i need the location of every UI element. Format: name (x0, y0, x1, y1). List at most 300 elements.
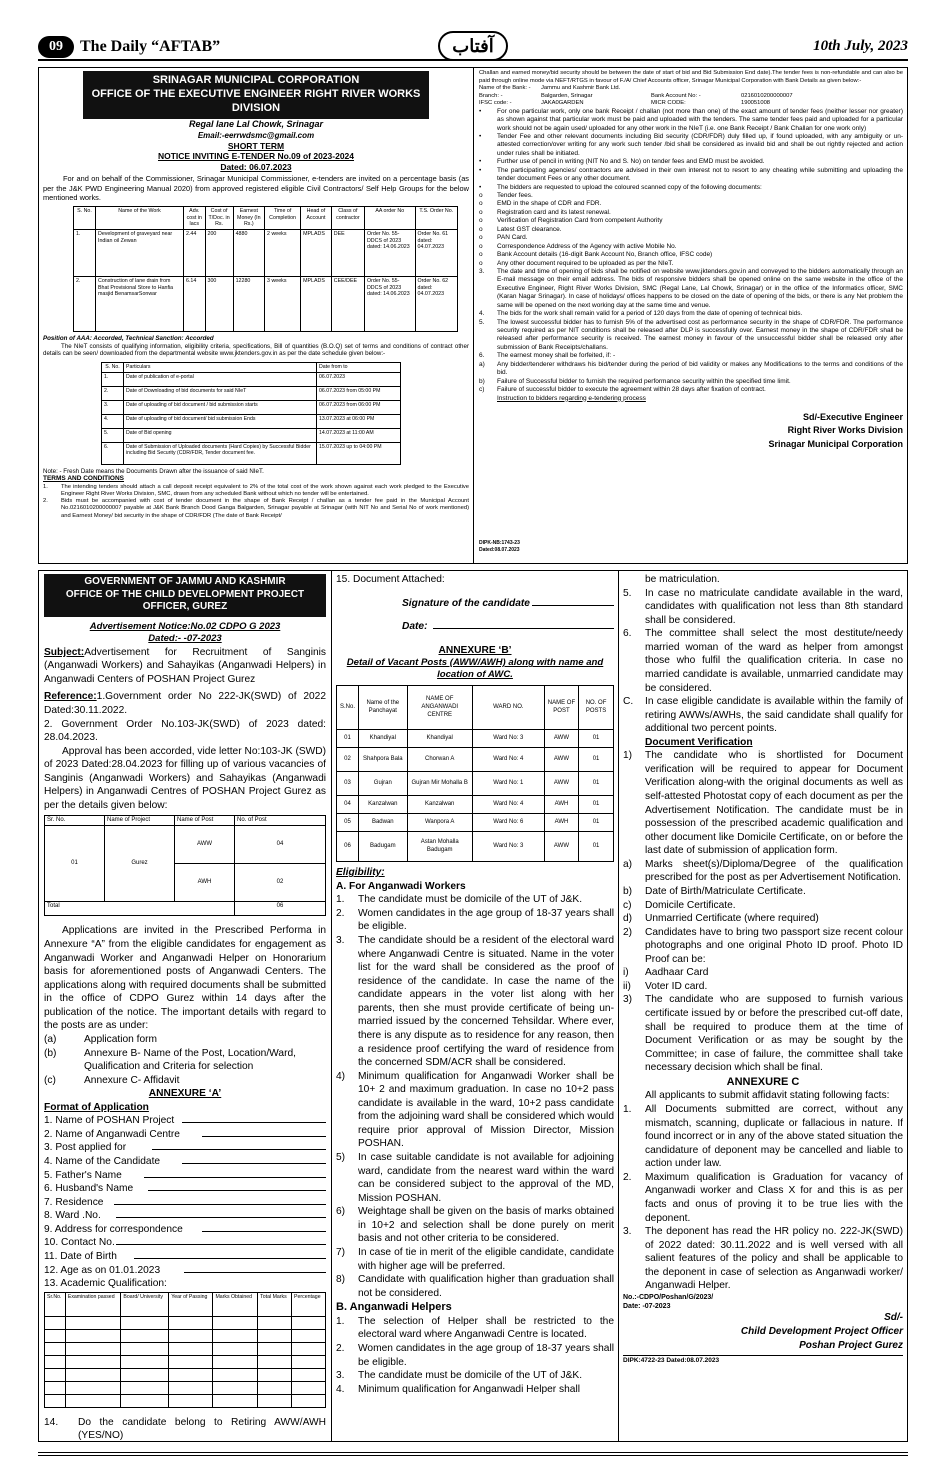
form-label: 4. Name of the Candidate (44, 1156, 161, 1168)
bullet-icon: • (479, 107, 482, 115)
paper-name: The Daily “AFTAB” (80, 38, 221, 55)
form-field (44, 1196, 326, 1210)
item-number: 2. (336, 907, 345, 919)
annexure-c-title: ANNEXURE C (726, 1075, 800, 1088)
table-row (45, 826, 326, 864)
section-b-items (336, 1315, 614, 1396)
table-row (45, 1394, 326, 1407)
section-a-items (336, 893, 614, 1300)
cell: 06.07.2023 (317, 372, 401, 386)
item-number: 1. (623, 1104, 632, 1115)
list-item (623, 993, 903, 1074)
works-header: T.S. Order No. (415, 207, 457, 230)
table-row (337, 772, 614, 796)
bullet-icon: • (479, 158, 482, 166)
list-item (336, 1273, 614, 1300)
item-text: Date of Birth/Matriculate Certificate. (645, 885, 806, 897)
item-text: Annexure C- Affidavit (84, 1074, 180, 1086)
item-number: (b) (44, 1047, 57, 1059)
list-item (336, 893, 614, 907)
cell: Ward No: 1 (472, 772, 544, 796)
smc-terms-heading: TERMS AND CONDITIONS (43, 475, 125, 483)
smc-signatory-org: Srinagar Municipal Corporation (768, 438, 903, 449)
item-text: The lowest successful bidder has to furnish 5% of the advertised cost as performance security in the shape of CDR/FDR. The performance security required as per NIT conditions shall be released after DLP is successfully over. Earnest money in the shape of CDR/FDR shall be released after performance security is received. The earnest money in favour of the unsuccessful bidder shall be released only after submission of Bank Receipts/challans. (497, 318, 903, 351)
cell: 01 (337, 730, 359, 748)
cdpo-reference (44, 690, 326, 717)
item-number: 5) (336, 1152, 346, 1164)
cell: 01 (579, 832, 614, 862)
list-item (336, 934, 614, 1070)
item-number: 1. (43, 483, 48, 490)
smc-short-term: SHORT TERM (227, 140, 285, 151)
form-line (202, 1223, 326, 1232)
smc-instruction-link[interactable]: Instruction to bidders regarding e-tendering process (497, 394, 646, 402)
list-item (336, 1383, 614, 1397)
smc-header (83, 71, 429, 119)
annexure-c-items (623, 1103, 903, 1293)
list-item (623, 899, 903, 913)
table-row (102, 414, 401, 428)
vacancy-table (336, 685, 614, 862)
document-verification-heading: Document Verification (645, 736, 753, 748)
item-text: Failure of successful bidder to execute the agreement within 28 days after fixation of contract. (497, 386, 766, 394)
page-number: 09 (38, 36, 74, 58)
table-row (45, 1342, 326, 1355)
cell: Date of Bid opening (124, 428, 317, 442)
form-label: 8. Ward .No. (44, 1210, 101, 1222)
list-item (479, 192, 903, 200)
cell: Shahpora Bala (359, 748, 408, 772)
cell: 03 (337, 772, 359, 796)
list-item (336, 1151, 614, 1205)
cell: MPLADS (301, 276, 332, 331)
smc-intro: For and on behalf of the Commissioner, Srinagar Municipal Commissioner, e-tenders are invited on a percentage basis (as per the J&K PWD Engineering Manual 2020) from approved registered eligible Civil Contractors/ Self Help Groups for the below mentioned works. (43, 174, 469, 202)
item-text: The candidate who is shortlisted for Document verification will be required to appear for Document Verification along-with the original documents as well as self-attested Photostat copy of each document as per the Advertisement Notification. The candidate must be in possession of the prescribed academic qualification and other document like Domicile Certificate, on or before the last date of submission of application form. (645, 750, 903, 857)
vac-header: S.No. (337, 686, 359, 730)
cell: Date of uploading of bid document/ bid submission Ends (124, 414, 317, 428)
item-text: Weightage shall be given on the basis of marks obtained in 10+2 and selection shall be done purely on merit basis and not other criteria to be considered. (358, 1206, 614, 1245)
cdpo-reference-2: 2. Government Order No.103-JK(SWD) of 2023 dated: 28.04.2023. (44, 718, 326, 744)
cell: 02 (337, 748, 359, 772)
table-row (45, 902, 326, 916)
cell: AWW (544, 748, 578, 772)
cdpo-no-line: No.:-CDPO/Poshan/G/2023/ (623, 1293, 714, 1301)
smc-dated: Dated: 06.07.2023 (220, 161, 292, 172)
form-line (184, 1264, 326, 1273)
qual-header: Examination passed (65, 1292, 121, 1316)
ifsc-label: IFSC code: - (479, 100, 512, 107)
bullet-icon: • (479, 132, 482, 140)
cdpo-adv-notice: Advertisement Notice:No.02 CDPO G 2023 (89, 620, 281, 632)
cell: 4880 (233, 229, 264, 276)
cdpo-header (44, 574, 326, 617)
ifsc-row (479, 100, 903, 108)
cell: 1. (102, 372, 124, 386)
item-text: For one particular work, only one bank Receipt / challan (not more than one) of the exact amount of tender fees (neither lesser nor greater) as shown against that particular work must be paid and uploaded with the tenders. The same tender fees paid and uploaded for a particular work should not be again used/ uploaded for any other work in the NIeT (i.e. one Bank Receipt / Bank Challan for one work only) (497, 107, 903, 132)
item-text: The selection of Helper shall be restricted to the electoral ward where Anganwadi Centre is located. (358, 1315, 614, 1341)
form-field (44, 1264, 326, 1278)
list-item (479, 319, 903, 353)
item-text: PAN Card. (497, 234, 528, 242)
item-number: 3. (336, 1370, 345, 1382)
item-text: The committee shall select the most destitute/needy married woman of the ward as helper from amongst those who fulfil the qualification criteria. In case no married candidate is available, unmarried candidate may be considered. (645, 628, 903, 694)
form-label: 7. Residence (44, 1196, 104, 1208)
form-label: 9. Address for correspondence (44, 1223, 183, 1235)
table-row (102, 386, 401, 400)
table-row (45, 1355, 326, 1368)
cell: AWH (544, 814, 578, 832)
item-text: Women candidates in the age group of 18-37 years shall be eligible. (358, 907, 614, 933)
list-item (623, 1171, 903, 1225)
item-number: 14. (44, 1416, 59, 1428)
table-row (102, 400, 401, 414)
subject-text: Advertisement for Recruitment of Sanginis (Anganwadi Workers) and Sahayikas (Anganwadi Helpers) in Anganwadi Centers of POSHAN Project Gurez (44, 646, 326, 685)
document-attached: 15. Document Attached: (336, 574, 445, 585)
cell: Chorwan A (407, 748, 472, 772)
works-header: Earnest Money (In Rs.) (233, 207, 264, 230)
item-number: 4. (336, 1383, 345, 1395)
list-item (479, 184, 903, 192)
date-line (433, 620, 614, 629)
cell: AWW (544, 772, 578, 796)
list-item (479, 268, 903, 310)
cdpo-signatory: Child Development Project Officer (740, 1326, 903, 1338)
list-item (623, 966, 903, 980)
smc-docs (479, 192, 903, 268)
cell: 12280 (233, 276, 264, 331)
form-label: 6. Husband's Name (44, 1183, 134, 1195)
smc-signature-block (479, 411, 903, 452)
item-number: C. (623, 696, 634, 708)
item-number: d) (623, 913, 633, 925)
list-item (623, 912, 903, 926)
list-item (479, 234, 903, 242)
cdpo-project: Poshan Project Gurez (799, 1340, 903, 1352)
item-number: 3) (623, 994, 633, 1006)
column-divider (473, 68, 474, 563)
cell: 2. (74, 276, 96, 331)
cdpo-recruitment-notice (38, 570, 908, 1442)
item-text: Further use of pencil in writing (NIT No and S. No) on tender fees and EMD must be avoided. (497, 158, 765, 166)
item-text: The intending tenders should attach a call deposit receipt equivalent to 2% of the total cost of the work shown against each work pledged to the Executive Engineer Right River Works Division, SMC, drawn from any scheduled Bank without which no tender will be entertained. (61, 483, 469, 497)
works-header: Head of Account (301, 207, 332, 230)
vac-header: NO. OF POSTS (579, 686, 614, 730)
vacancy-header-row (337, 686, 614, 730)
cell: Kanzalwan (359, 796, 408, 814)
cdpo-dated: Dated:- -07-2023 (148, 633, 222, 645)
list-item (479, 352, 903, 360)
form-line (114, 1196, 326, 1205)
cell: Ward No: 3 (472, 730, 544, 748)
item-text: All Documents submitted are correct, without any mismatch, scanning, duplicate or fallacious in nature. If found incorrect or in any of the above stated situation the candidature of deponent may be cancelled and liable to action under law. (645, 1104, 903, 1170)
list-item (43, 484, 469, 498)
cell: Badwan (359, 814, 408, 832)
form-label: 12. Age as on 01.01.2023 (44, 1264, 161, 1276)
smc-bullets (479, 108, 903, 192)
list-item (479, 217, 903, 225)
cell: Khandiyal (407, 730, 472, 748)
works-header: Adv. cost in lacs (184, 207, 206, 230)
form-line (182, 1114, 326, 1123)
item-number: 7) (336, 1246, 346, 1258)
cell: 04 (337, 796, 359, 814)
list-item (479, 226, 903, 234)
item-number: c) (479, 386, 485, 394)
cell: 14.07.2023 at 11:00 AM (317, 428, 401, 442)
item-text: The date and time of opening of bids shall be notified on website www.jktenders.gov.in and conveyed to the bidders automatically through an E-mail message on their email address. The bids of responsive bidders shall be opened online on the same website in the office of the Executive Engineer, Right River Works Division, SMC (Regal Lane, Lal Chowk, Srinagar) or in the office of the Informatics officer, SMC (Karan Nagar Srinagar). In case of holidays/ offices happens to be closed on the date of opening of the bids, or there is any Net problem the same will be opened on the next working day at the same time and venue. (497, 267, 903, 309)
branch-row (479, 93, 903, 101)
item-text: The participating agencies/ contractors are advised in their own interest not to resort to any cheating while submitting and uploading the tender document Fees or any other document. (497, 166, 903, 183)
list-item (43, 498, 469, 520)
smc-right-top: Challan and earned money/bid security should be between the date of start of bid and Bid Submission End date).The tender fees is non-refundable and can also be paid through online mode via NEFT/RTGS in favour of F./A/ Chief Accounts officer, Srinagar Municipal Corporation with Bank Details as given below:- (479, 70, 903, 84)
annexure-a-title: ANNEXURE ‘A’ (148, 1088, 222, 1100)
list-item (623, 1103, 903, 1171)
list-item (336, 1342, 614, 1369)
branch-label: Branch: - (479, 92, 503, 99)
post-table (44, 815, 326, 917)
cell: AWW (544, 832, 578, 862)
issue-date: 10th July, 2023 (813, 38, 908, 54)
works-header: Cost of T/Doc. in Rs. (205, 207, 233, 230)
post-header: No. of Post (235, 815, 326, 826)
cell: 01 (579, 748, 614, 772)
item-text: Latest GST clearance. (497, 225, 562, 233)
bank-row (479, 85, 903, 93)
cell: 06.07.2023 from 06:00 PM (317, 400, 401, 414)
list-item (479, 386, 903, 394)
smc-email: Email:-eerrwdsmc@gmail.com (197, 130, 315, 140)
candidate-signature (402, 597, 614, 611)
circle-bullet-icon: o (479, 234, 483, 242)
smc-address: Regal lane Lal Chowk, Srinagar (188, 119, 324, 130)
form-label: 1. Name of POSHAN Project (44, 1115, 175, 1127)
vac-header: NAME OF POST (544, 686, 578, 730)
form-line (152, 1141, 326, 1150)
cdpo-subject (44, 646, 326, 687)
item-text: In case of tie in merit of the eligible candidate, candidate with higher age will be preferred. (358, 1246, 614, 1272)
table-row (74, 229, 458, 276)
bullet-icon: • (479, 166, 482, 174)
qual-header: Total Marks (258, 1292, 292, 1316)
item-text: Candidates have to bring two passport size recent colour photographs and one original Photo ID proof. Photo ID Proof can be: (645, 926, 903, 965)
list-item (623, 749, 903, 858)
form-label: 5. Father's Name (44, 1169, 122, 1181)
ifsc-value: JAKA0GARDEN (541, 100, 584, 107)
smc-signatory: Sd/-Executive Engineer (802, 411, 903, 422)
section-b-heading: B. Anganwadi Helpers (336, 1301, 452, 1314)
list-item (336, 1205, 614, 1246)
candidate-date (402, 620, 614, 634)
cdpo-app-items (44, 1033, 326, 1087)
cell: Order No. 62 dated: 04.07.2023 (415, 276, 457, 331)
item-number: i) (623, 967, 629, 979)
cell: 6. (102, 442, 124, 464)
list-item (623, 926, 903, 967)
form-line (148, 1182, 326, 1191)
list-item (336, 1369, 614, 1383)
table-row (45, 1316, 326, 1329)
cell: Date of uploading of bid document / bid submission starts (124, 400, 317, 414)
table-row (102, 372, 401, 386)
bank-label: Name of the Bank: - (479, 85, 531, 92)
table-row (74, 276, 458, 331)
item-number: a) (479, 360, 485, 368)
micr-label: MICR CODE: (651, 100, 686, 107)
form-label: 2. Name of Anganwadi Centre (44, 1128, 180, 1140)
form-field (44, 1114, 326, 1128)
smc-tender-notice (38, 67, 908, 564)
section-a-heading: A. For Anganwadi Workers (336, 880, 466, 892)
form-field (44, 1223, 326, 1237)
cdpo-govt: GOVERNMENT OF JAMMU AND KASHMIR (84, 576, 286, 587)
smc-notice-title: NOTICE INVITING E-TENDER No.09 of 2023-2024 (157, 151, 355, 162)
item-number: 8) (336, 1274, 346, 1286)
bullet-icon: • (479, 183, 482, 191)
cell: 1. (74, 229, 96, 276)
item-text: Women candidates in the age group of 18-37 years shall be eligible. (358, 1342, 614, 1368)
cell: Construction of lane drain from Bhat Provisional Store to Hanfia masjid BenamsarSonwar (96, 276, 184, 331)
qual-header: Board/ University (121, 1292, 169, 1316)
table-row (45, 1368, 326, 1381)
item-text: Unmarried Certificate (where required) (645, 913, 819, 925)
cell: 2 weeks (265, 229, 301, 276)
cell: 200 (205, 229, 233, 276)
item-number: b) (623, 885, 633, 897)
form-line (182, 1155, 326, 1164)
dipk-number: DIPK-NB:1743-23 (479, 540, 520, 546)
schedule-header: S. No. (102, 363, 124, 373)
cell: AWW (175, 826, 235, 864)
form-field (44, 1155, 326, 1169)
list-item (623, 627, 903, 695)
item-text: Minimum qualification for Anganwadi Worker shall be 10+ 2 and maximum graduation. In case no 10+2 pass candidate is available in the ward, 10+2 pass candidate from the adjoining ward shall be considered which would require prior approval of Mission Director, Mission POSHAN. (358, 1070, 614, 1150)
qual-header: Year of Passing (169, 1292, 213, 1316)
item-text: Any other document required to be uploaded as per the NIeT. (497, 259, 674, 267)
circle-bullet-icon: o (479, 251, 483, 259)
cell: AWW (544, 730, 578, 748)
cell: Gujran Mir Mohalla B (407, 772, 472, 796)
account-label: Bank Account No: - (651, 92, 701, 99)
item-text: The deponent has read the HR policy no. 222-JK(SWD) of 2022 dated: 30.11.2022 and is well versed with all salient features of the policy and shall be applicable to the deponent in case of selection as Anganwadi worker/ Anganwadi Helper. (645, 1226, 903, 1292)
bank-value: Jammu and Kashmir Bank Ltd. (541, 85, 621, 92)
item-number: 2) (623, 926, 633, 938)
item-text: Verification of Registration Card from competent Authority (497, 217, 663, 225)
list-item (479, 361, 903, 378)
schedule-table (101, 362, 401, 465)
form-label: 11. Date of Birth (44, 1250, 117, 1262)
question-14 (44, 1416, 326, 1442)
item-text: Domicile Certificate. (645, 899, 736, 911)
list-item (479, 158, 903, 166)
form-field (44, 1209, 326, 1223)
cdpo-signature-block (623, 1311, 903, 1353)
list-item (479, 243, 903, 251)
table-row (337, 748, 614, 772)
qual-header: Marks Obtained (213, 1292, 258, 1316)
document-verification-items (623, 749, 903, 1075)
table-row (45, 1329, 326, 1342)
cell: 2.44 (184, 229, 206, 276)
item-text: Correspondence Address of the Agency with active Mobile No. (497, 242, 677, 250)
item-number: 4. (479, 310, 485, 318)
item-text: Do the candidate belong to Retiring AWW/AWH (YES/NO) (78, 1416, 326, 1442)
cell: AWH (544, 796, 578, 814)
form-line (134, 1250, 326, 1259)
cell: 02 (235, 864, 326, 902)
cell: Ward No: 4 (472, 748, 544, 772)
annexure-b-subtitle: Detail of Vacant Posts (AWW/AWH) along with name and location of AWC. (346, 657, 604, 681)
form-field (44, 1128, 326, 1142)
item-number: 6. (479, 352, 485, 360)
signature-line (532, 597, 614, 606)
form-label: 13. Academic Qualification: (44, 1278, 167, 1290)
item-number: ii) (623, 980, 631, 992)
smc-right-column (479, 70, 903, 553)
works-header: Name of the Work (96, 207, 184, 230)
account-value: 0216010200000007 (741, 92, 793, 99)
form-line (202, 1128, 326, 1137)
list-item (336, 907, 614, 934)
form-field (44, 1182, 326, 1196)
item-text: Maximum qualification is Graduation for vacancy of Anganwadi worker and Class X for and this is as per facts and onus of proving it to be true lies with the deponent. (645, 1171, 903, 1224)
smc-aaa-line: Position of AAA: Accorded, Technical Sanction: Accorded (43, 334, 214, 342)
form-line (116, 1209, 326, 1218)
item-text: The bidders are requested to upload the coloured scanned copy of the following documents: (497, 183, 762, 191)
cell: 06 (235, 902, 326, 916)
cell: 01 (579, 796, 614, 814)
form-field (44, 1141, 326, 1155)
list-item (623, 980, 903, 994)
cell: 3. (102, 400, 124, 414)
table-row (102, 428, 401, 442)
list-item (623, 1225, 903, 1293)
schedule-header-row (102, 363, 401, 373)
cdpo-date-line: Date: -07-2023 (623, 1302, 671, 1310)
circle-bullet-icon: o (479, 200, 483, 208)
cdpo-column-3 (623, 573, 903, 1366)
column-divider (331, 571, 332, 1441)
table-row (337, 832, 614, 862)
qualification-table (44, 1292, 326, 1408)
cell: Ward No: 6 (472, 814, 544, 832)
item-number: 1) (623, 750, 633, 762)
cdpo-sd: Sd/- (884, 1312, 903, 1324)
item-text: The candidate must be domicile of the UT of J&K. (358, 894, 583, 906)
list-item (623, 885, 903, 899)
list-item (479, 133, 903, 158)
item-text: Registration card and its latest renewal. (497, 208, 611, 216)
cell: Total (45, 902, 235, 916)
vac-header: Name of the Panchayat (359, 686, 408, 730)
smc-terms (43, 484, 469, 520)
post-header-row (45, 815, 326, 826)
cell: 15.07.2023 up to 04:00 PM (317, 442, 401, 464)
form-line (144, 1169, 326, 1178)
table-row (102, 442, 401, 464)
cdpo-applications: Applications are invited in the Prescribed Performa in Annexure “A” from the eligible candidates for engagement as Anganwadi Worker and Anganwadi Helper on Honorarium basis for aforementioned posts of Anganwadi Centers. The applications along with required documents shall be submitted in the office of CDPO Gurez within 14 days after the publication of the notice. The important details with regard to the posts are as under: (44, 925, 326, 1032)
micr-value: 190051008 (741, 100, 771, 107)
item-number: 3. (623, 1226, 632, 1238)
cell: 06 (337, 832, 359, 862)
smc-left-column (43, 71, 469, 520)
cell: 01 (579, 730, 614, 748)
cell: Ward No: 3 (472, 832, 544, 862)
cell: Development of graveyard near Indian oil Zewan (96, 229, 184, 276)
vac-header: NAME OF ANGANWADI CENTRE (407, 686, 472, 730)
cell: Astan Mohalla Badugam (407, 832, 472, 862)
form-label: 10. Contact No. (44, 1237, 115, 1249)
annexure-b-title: ANNEXURE ‘B’ (438, 644, 512, 656)
